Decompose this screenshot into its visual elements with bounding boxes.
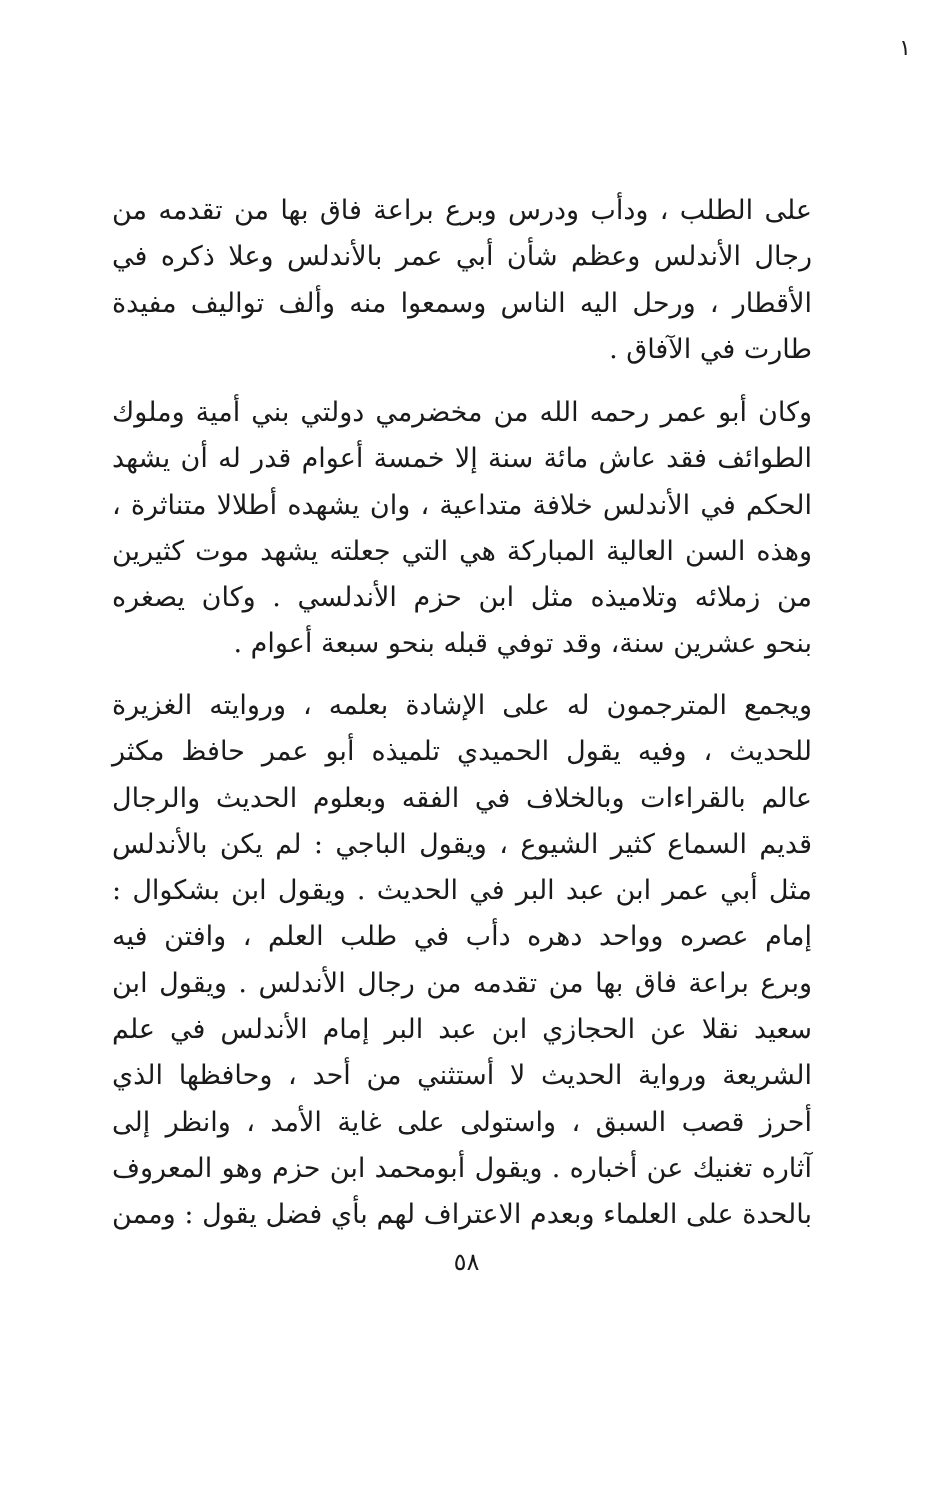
text-line: ويجمع المترجمون له على الإشادة بعلمه ، وروايته الغزيرة (112, 690, 812, 721)
text-line: عالم بالقراءات وبالخلاف في الفقه وبعلوم الحديث والرجال (112, 782, 812, 814)
text-line: على الطلب ، ودأب ودرس وبرع براعة فاق بها من تقدمه من (112, 195, 812, 226)
paragraph-2 (112, 390, 812, 668)
text-line: طارت في الآفاق . (609, 333, 812, 365)
text-line: الحكم في الأندلس خلافة متداعية ، وان يشهده أطلالا متناثرة ، (112, 489, 812, 521)
text-line: وكان أبو عمر رحمه الله من مخضرمي دولتي بني أمية وملوك (112, 397, 812, 428)
text-line: من زملائه وتلاميذه مثل ابن حزم الأندلسي . وكان يصغره (112, 582, 812, 614)
text-line: الأقطار ، ورحل اليه الناس وسمعوا منه وألف تواليف مفيدة (112, 287, 812, 319)
paragraph-1 (112, 188, 812, 373)
text-line: الشريعة ورواية الحديث لا أستثني من أحد ، وحافظها الذي (112, 1060, 812, 1092)
text-line: مثل أبي عمر ابن عبد البر في الحديث . ويقول ابن بشكوال : (112, 875, 812, 907)
text-line: قديم السماع كثير الشيوع ، ويقول الباجي : لم يكن بالأندلس (112, 828, 812, 860)
text-line: أحرز قصب السبق ، واستولى على غاية الأمد ، وانظر إلى (112, 1106, 812, 1138)
page-number: ٥٨ (453, 1248, 480, 1276)
text-line: وبرع براعة فاق بها من تقدمه من رجال الأندلس . ويقول ابن (112, 967, 812, 999)
text-line: للحديث ، وفيه يقول الحميدي تلميذه أبو عمر حافظ مكثر (112, 736, 812, 768)
text-line: آثاره تغنيك عن أخباره . ويقول أبومحمد ابن حزم وهو المعروف (112, 1152, 812, 1184)
paragraph-3 (112, 683, 812, 1239)
text-line: الطوائف فقد عاش مائة سنة إلا خمسة أعوام قدر له أن يشهد (112, 443, 812, 475)
text-line: سعيد نقلا عن الحجازي ابن عبد البر إمام الأندلس في علم (112, 1014, 812, 1046)
text-line: رجال الأندلس وعظم شأن أبي عمر بالأندلس وعلا ذكره في (112, 241, 812, 273)
corner-mark: ١ (899, 36, 911, 61)
text-line: بنحو عشرين سنة، وقد توفي قبله بنحو سبعة أعوام . (233, 628, 812, 660)
text-line: إمام عصره وواحد دهره دأب في طلب العلم ، وافتن فيه (112, 921, 812, 953)
text-line: وهذه السن العالية المباركة هي التي جعلته يشهد موت كثيرين (112, 535, 812, 567)
text-line: بالحدة على العلماء وبعدم الاعتراف لهم بأي فضل يقول : وممن (112, 1199, 812, 1231)
